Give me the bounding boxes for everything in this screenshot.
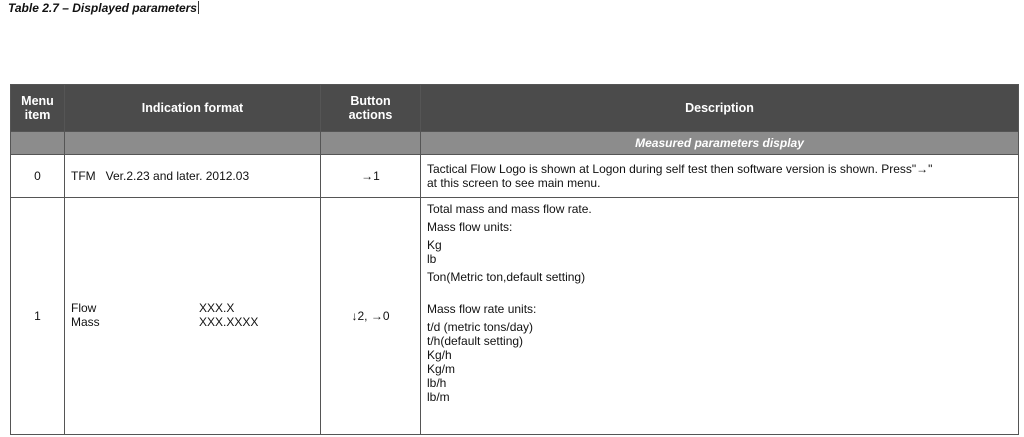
- description-line: Mass flow rate units:: [427, 302, 537, 316]
- flow-value: XXX.X: [199, 301, 235, 315]
- description-line: lb/m: [427, 390, 450, 404]
- table-caption: Table 2.7 – Displayed parameters: [8, 1, 197, 15]
- section-blank-cell: [321, 132, 421, 155]
- indication-format-cell: [65, 198, 321, 435]
- description-cell: [421, 198, 1019, 435]
- header-menu-item: Menu item: [11, 85, 65, 132]
- text-cursor: [198, 1, 199, 14]
- description-line: lb/h: [427, 376, 447, 390]
- description-line: Tactical Flow Logo is shown at Logon during self test then software version is shown. Press"→": [427, 162, 933, 176]
- displayed-parameters-table: [10, 84, 1019, 435]
- section-row: [11, 132, 1019, 155]
- format-block: [71, 301, 314, 331]
- button-actions-cell: ↓2, →0: [321, 198, 421, 435]
- header-indication-format: Indication format: [65, 85, 321, 132]
- section-title: Measured parameters display: [421, 132, 1019, 155]
- description-line: Ton(Metric ton,default setting): [427, 270, 586, 284]
- description-line: at this screen to see main menu.: [427, 176, 601, 190]
- description-line: Total mass and mass flow rate.: [427, 202, 592, 216]
- indication-format-cell: [65, 155, 321, 198]
- mass-label: Mass: [71, 315, 100, 329]
- description-line: t/h(default setting): [427, 334, 524, 348]
- description-line: Mass flow units:: [427, 220, 513, 234]
- section-blank-cell: [65, 132, 321, 155]
- header-row: [11, 85, 1019, 132]
- format-text: TFM Ver.2.23 and later. 2012.03: [71, 169, 250, 183]
- menu-item-cell: 1: [11, 198, 65, 435]
- description-line: Kg/m: [427, 362, 456, 376]
- table-row: [11, 155, 1019, 198]
- section-blank-cell: [11, 132, 65, 155]
- description-line: lb: [427, 252, 437, 266]
- menu-item-cell: 0: [11, 155, 65, 198]
- mass-value: XXX.XXXX: [199, 315, 259, 329]
- button-actions-cell: →1: [321, 155, 421, 198]
- description-cell: [421, 155, 1019, 198]
- description-line: Kg/h: [427, 348, 452, 362]
- description-line: Kg: [427, 238, 442, 252]
- flow-label: Flow: [71, 301, 97, 315]
- description-line: t/d (metric tons/day): [427, 320, 534, 334]
- header-button-actions: Button actions: [321, 85, 421, 132]
- table-row: [11, 198, 1019, 435]
- header-description: Description: [421, 85, 1019, 132]
